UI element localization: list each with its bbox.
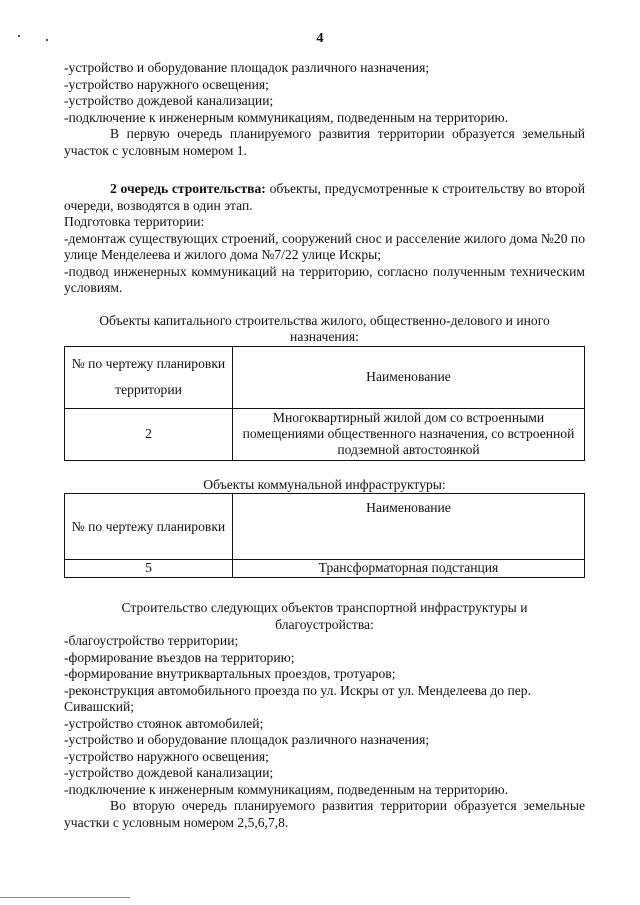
list-item: -устройство дождевой канализации; — [64, 93, 274, 108]
list-item: -формирование въездов на территорию; — [64, 649, 295, 665]
col-number-header: № по чертежу планировки территории — [71, 356, 226, 397]
list-item: -благоустройство территории; — [64, 633, 239, 648]
list-item: -устройство наружного освещения; — [64, 76, 269, 92]
list-item: -устройство наружного освещения; — [64, 748, 269, 764]
document-body — [64, 60, 585, 831]
table-header-row — [65, 346, 585, 408]
paragraph-stage-2 — [64, 181, 585, 214]
row-name: Многоквартирный жилой дом со встроенными помещениями общественного назначения, со встроенной подземной автостоянкой — [242, 410, 575, 457]
list-item: -реконструкция автомобильного проезда по ул. Искры от ул. Менделеева до пер. Сивашский; — [64, 682, 531, 714]
table-cell — [233, 560, 585, 578]
paragraph-second-stage: Во вторую очередь планируемого развития территории образуется земельные участки с условным номером 2,5,6,7,8. — [64, 798, 585, 830]
table-header-cell — [233, 346, 585, 408]
scan-border-line — [0, 897, 130, 898]
prep-item: -демонтаж существующих строений, сооружений снос и расселение жилого дома №20 по улице Менделеева и жилого дома №7/22 улице Искры; — [64, 230, 585, 262]
table-header-row — [65, 494, 585, 560]
capital-objects-table — [64, 346, 585, 461]
list-item: -формирование внутриквартальных проездов, тротуаров; — [64, 666, 396, 681]
col-name-header: Наименование — [366, 500, 451, 515]
list-item: -устройство и оборудование площадок различного назначения; — [64, 732, 430, 747]
prep-title: Подготовка территории: — [64, 214, 205, 229]
table-row — [65, 560, 585, 578]
row-name: Трансформаторная подстанция — [318, 560, 499, 576]
list-item: -устройство дождевой канализации; — [64, 765, 274, 780]
table-cell — [65, 560, 233, 578]
col-name-header: Наименование — [366, 368, 451, 384]
table-header-cell — [65, 494, 233, 560]
row-number: 2 — [145, 425, 152, 441]
col-number-header: № по чертежу планировки — [71, 518, 226, 534]
list-item: -подключение к инженерным коммуникациям, подведенным на территорию. — [64, 109, 509, 125]
transport-heading: Строительство следующих объектов транспортной инфраструктуры и благоустройства: — [121, 600, 528, 632]
list-item: -устройство и оборудование площадок различного назначения; — [64, 60, 430, 75]
stage-2-text: объекты, предусмотренные к строительству во второй очереди, возводятся в один этап. — [64, 181, 585, 213]
table2-caption: Объекты коммунальной инфраструктуры: — [203, 476, 446, 492]
table-header-cell — [233, 494, 585, 560]
paragraph-first-stage: В первую очередь планируемого развития территории образуется земельный участок с условным номером 1. — [64, 126, 585, 158]
table1-caption: Объекты капитального строительства жилого, общественно-делового и иного назначения: — [99, 312, 550, 344]
prep-item: -подвод инженерных коммуникаций на территорию, согласно полученным техническим условиям. — [64, 263, 585, 295]
table-cell — [65, 408, 233, 460]
table-cell — [233, 408, 585, 460]
row-number: 5 — [145, 560, 152, 576]
page-number: 4 — [316, 31, 324, 46]
stage-2-heading: 2 очередь строительства: — [110, 181, 266, 196]
list-item: -подключение к инженерным коммуникациям, подведенным на территорию. — [64, 781, 509, 797]
table-header-cell — [65, 346, 233, 408]
list-item: -устройство стоянок автомобилей; — [64, 715, 264, 731]
utility-objects-table — [64, 493, 585, 578]
table-row — [65, 408, 585, 460]
